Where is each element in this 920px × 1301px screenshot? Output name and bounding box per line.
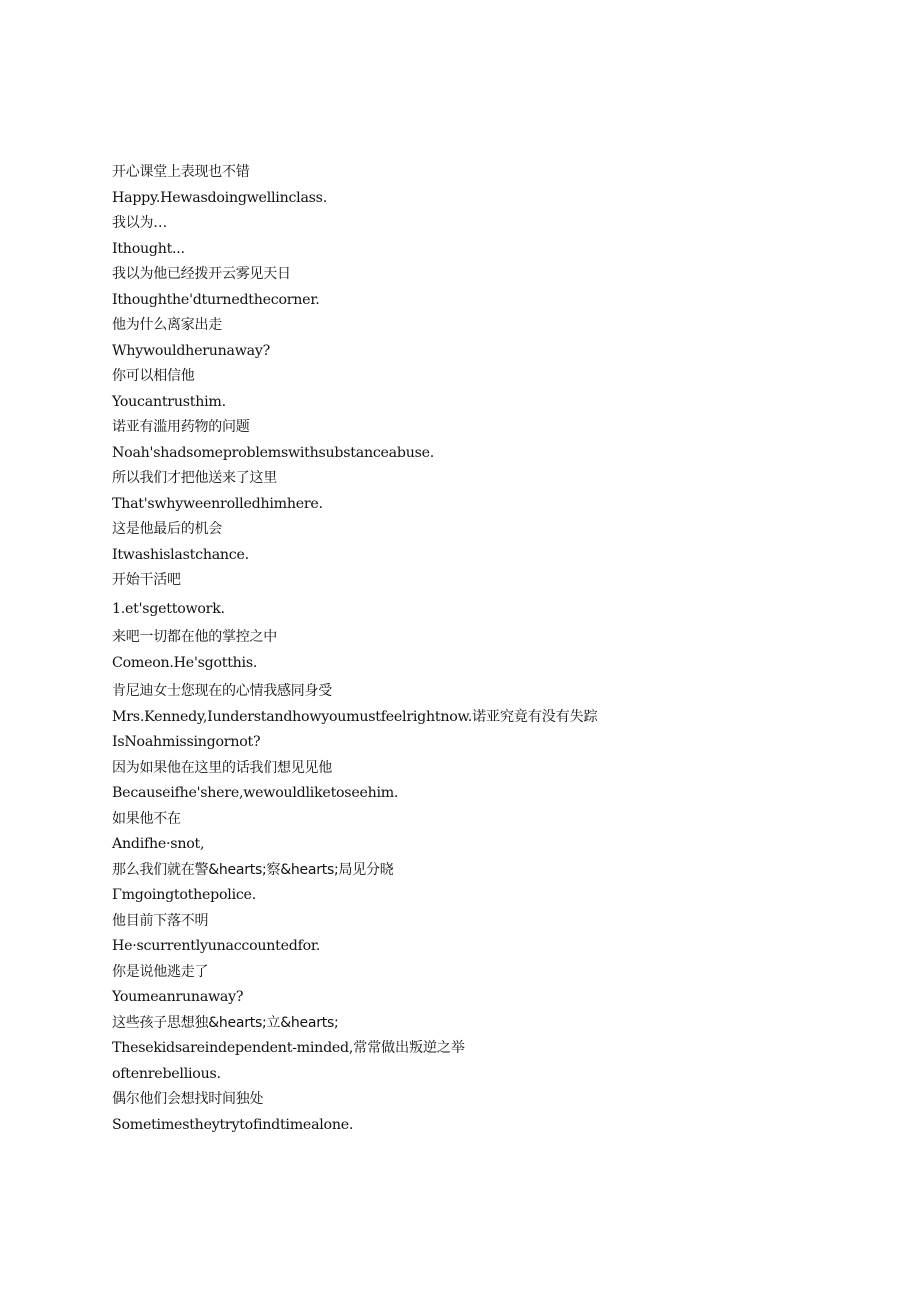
- transcript-line: Thesekidsareindependent-minded,常常做出叛逆之举: [112, 1040, 465, 1056]
- transcript-line: 肯尼迪女士您现在的心情我感同身受: [112, 683, 332, 699]
- transcript-line: Becauseifhe'shere,wewouldliketoseehim.: [112, 785, 399, 801]
- transcript-line: Happy.Hewasdoingwellinclass.: [112, 189, 327, 206]
- transcript-line: Comeon.He'sgotthis.: [112, 654, 258, 671]
- transcript-line: 1.et'sgettowork.: [112, 600, 225, 617]
- transcript-line: oftenrebellious.: [112, 1065, 221, 1082]
- transcript-line: 我以为…: [112, 215, 167, 231]
- transcript-line: Sometimestheytrytofindtimealone.: [112, 1116, 354, 1133]
- transcript-line: He·scurrentlyunaccountedfor.: [112, 938, 321, 954]
- transcript-line: Whywouldherunaway?: [112, 342, 270, 359]
- transcript-line: Youmeanrunaway?: [112, 989, 244, 1005]
- transcript-line: Youcantrusthim.: [112, 393, 226, 410]
- transcript-line: IsNoahmissingornot?: [112, 734, 261, 750]
- transcript-line: Itwashislastchance.: [112, 546, 249, 563]
- transcript-line: Mrs.Kennedy,Iunderstandhowyoumustfeelrightnow.诺亚究竟有没有失踪: [112, 708, 598, 725]
- transcript-line: 因为如果他在这里的话我们想见见他: [112, 759, 332, 776]
- transcript-line: 开心课堂上表现也不错: [112, 164, 250, 180]
- transcript-line: 所以我们才把他送来了这里: [112, 470, 277, 486]
- transcript-line: 你是说他逃走了: [112, 963, 209, 980]
- transcript-line: Noah'shadsomeproblemswithsubstanceabuse.: [112, 444, 435, 461]
- transcript-line: 你可以相信他: [112, 368, 195, 384]
- transcript-line: 偶尔他们会想找时间独处: [112, 1091, 264, 1107]
- transcript-line: 这些孩子思想独&hearts;立&hearts;: [112, 1014, 339, 1031]
- transcript-line: 我以为他已经拨开云雾见天日: [112, 266, 291, 282]
- transcript-line: That'swhyweenrolledhimhere.: [112, 495, 323, 512]
- transcript-lines: [112, 160, 872, 1138]
- transcript-line: Ithought...: [112, 240, 185, 257]
- transcript-line: 开始干活吧: [112, 572, 181, 588]
- transcript-line: 如果他不在: [112, 810, 181, 827]
- transcript-line: 来吧一切都在他的掌控之中: [112, 629, 277, 645]
- transcript-line: Ithoughthe'dturnedthecorner.: [112, 291, 320, 308]
- transcript-line: 他目前下落不明: [112, 912, 209, 929]
- transcript-line: 他为什么离家出走: [112, 317, 222, 333]
- transcript-line: Andifhe·snot,: [112, 836, 205, 852]
- transcript-line: 诺亚有滥用药物的问题: [112, 419, 250, 435]
- transcript-line: 那么我们就在警&hearts;察&hearts;局见分晓: [112, 861, 394, 878]
- transcript-line: 这是他最后的机会: [112, 521, 222, 537]
- transcript-line: Γmgoingtothepolice.: [112, 887, 256, 903]
